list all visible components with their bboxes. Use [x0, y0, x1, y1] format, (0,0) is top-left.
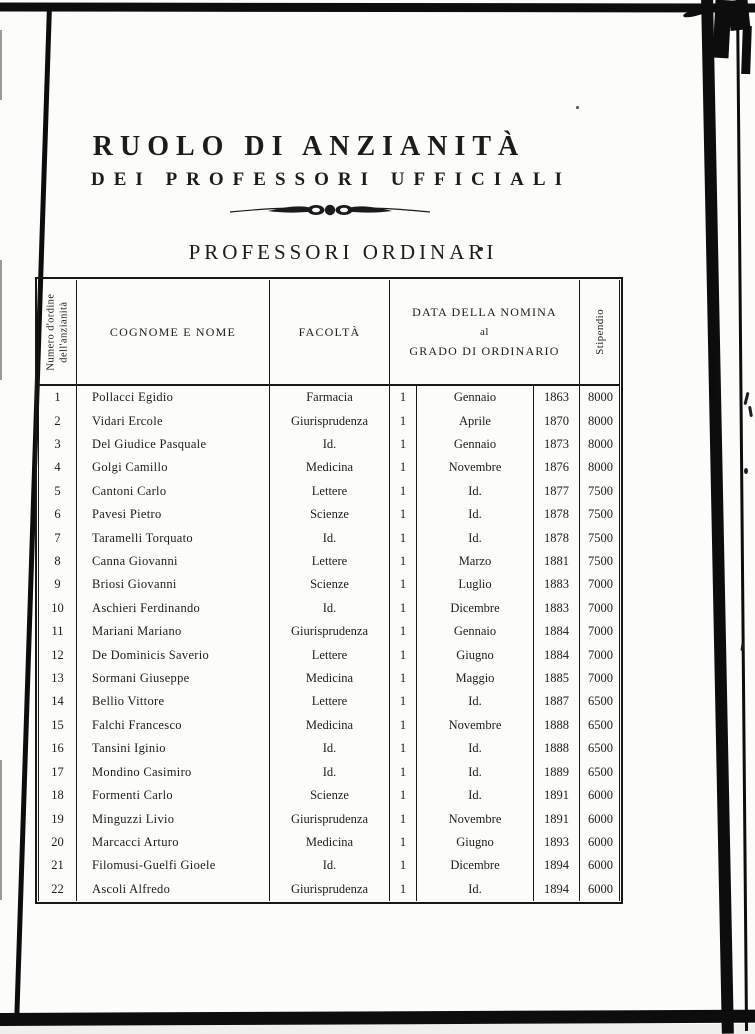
header-salary-label: Stipendio — [593, 309, 606, 355]
cell-month: Maggio — [417, 667, 534, 690]
cell-year: 1885 — [534, 667, 580, 690]
cell-name: Sormani Giuseppe — [77, 667, 270, 690]
flourish-divider-icon — [228, 199, 432, 221]
cell-name: Formenti Carlo — [77, 784, 270, 807]
cell-n: 20 — [39, 831, 77, 854]
cell-month: Id. — [417, 526, 534, 549]
cell-n: 4 — [39, 456, 77, 479]
table-row — [39, 409, 619, 432]
cell-day: 1 — [390, 433, 417, 456]
cell-salary: 8000 — [588, 437, 613, 452]
cell-year: 1888 — [534, 714, 580, 737]
cell-faculty: Farmacia — [270, 386, 390, 409]
cell-n: 6 — [39, 503, 77, 526]
cell-year: 1891 — [534, 807, 580, 830]
table-row — [39, 831, 619, 854]
cell-name: Del Giudice Pasquale — [77, 433, 270, 456]
cell-salary: 7000 — [588, 624, 613, 639]
table-row — [39, 433, 619, 456]
header-date-line1: DATA DELLA NOMINA — [412, 305, 557, 319]
cell-n: 10 — [39, 597, 77, 620]
cell-day: 1 — [390, 761, 417, 784]
cell-salary: 6500 — [588, 694, 613, 709]
cell-faculty: Medicina — [270, 831, 390, 854]
cell-name: Golgi Camillo — [77, 456, 270, 479]
cell-n: 21 — [39, 854, 77, 877]
table-row — [39, 761, 619, 784]
table-row — [39, 667, 619, 690]
cell-faculty: Giurisprudenza — [270, 807, 390, 830]
cell-year: 1887 — [534, 690, 580, 713]
cell-month: Giugno — [417, 831, 534, 854]
table-row — [39, 854, 619, 877]
cell-salary: 6000 — [588, 858, 613, 873]
cell-faculty: Medicina — [270, 714, 390, 737]
cell-name: Bellio Vittore — [77, 690, 270, 713]
cell-salary: 7000 — [588, 671, 613, 686]
table-row — [39, 386, 619, 409]
cell-salary: 6000 — [588, 834, 613, 849]
table-body — [39, 386, 619, 901]
cell-month: Novembre — [417, 807, 534, 830]
cell-name: Pavesi Pietro — [77, 503, 270, 526]
cell-name: Mondino Casimiro — [77, 761, 270, 784]
scan-edge-dash — [0, 30, 2, 100]
cell-day: 1 — [390, 667, 417, 690]
cell-day: 1 — [390, 784, 417, 807]
scan-speck — [576, 106, 579, 109]
cell-name: Vidari Ercole — [77, 409, 270, 432]
cell-year: 1863 — [534, 386, 580, 409]
cell-month: Gennaio — [417, 620, 534, 643]
cell-n: 22 — [39, 878, 77, 901]
cell-name: Filomusi-Guelfi Gioele — [77, 854, 270, 877]
cell-year: 1884 — [534, 643, 580, 666]
cell-faculty: Scienze — [270, 573, 390, 596]
cell-salary: 7500 — [588, 530, 613, 545]
cell-salary: 6000 — [588, 811, 613, 826]
cell-name: Cantoni Carlo — [77, 480, 270, 503]
cell-n: 17 — [39, 761, 77, 784]
header-date — [390, 280, 580, 384]
table-row — [39, 526, 619, 549]
cell-n: 7 — [39, 526, 77, 549]
table-row — [39, 737, 619, 760]
header-order-line2: dell'anzianità — [58, 301, 70, 363]
scan-corner-smudge — [741, 26, 752, 74]
cell-salary: 6000 — [588, 788, 613, 803]
cell-year: 1883 — [534, 573, 580, 596]
cell-faculty: Lettere — [270, 643, 390, 666]
cell-n: 19 — [39, 807, 77, 830]
cell-year: 1877 — [534, 480, 580, 503]
cell-faculty: Id. — [270, 737, 390, 760]
cell-n: 8 — [39, 550, 77, 573]
header-order-number — [39, 280, 77, 384]
cell-month: Dicembre — [417, 854, 534, 877]
table-row — [39, 643, 619, 666]
seniority-table — [35, 277, 623, 904]
cell-year: 1878 — [534, 526, 580, 549]
cell-year: 1873 — [534, 433, 580, 456]
table-row — [39, 714, 619, 737]
cell-faculty: Id. — [270, 526, 390, 549]
cell-name: Marcacci Arturo — [77, 831, 270, 854]
cell-day: 1 — [390, 807, 417, 830]
cell-name: Tansini Iginio — [77, 737, 270, 760]
cell-faculty: Scienze — [270, 784, 390, 807]
cell-day: 1 — [390, 503, 417, 526]
cell-year: 1891 — [534, 784, 580, 807]
cell-month: Id. — [417, 761, 534, 784]
cell-name: Canna Giovanni — [77, 550, 270, 573]
cell-faculty: Medicina — [270, 456, 390, 479]
cell-faculty: Id. — [270, 597, 390, 620]
cell-salary: 7500 — [588, 554, 613, 569]
cell-faculty: Id. — [270, 854, 390, 877]
header-order-line1: Numero d'ordine — [45, 293, 57, 371]
cell-month: Dicembre — [417, 597, 534, 620]
cell-name: Taramelli Torquato — [77, 526, 270, 549]
section-title: PROFESSORI ORDINARI — [188, 240, 498, 264]
cell-salary: 8000 — [588, 390, 613, 405]
cell-name: Mariani Mariano — [77, 620, 270, 643]
table-row — [39, 878, 619, 901]
header-name: COGNOME E NOME — [77, 280, 270, 384]
cell-month: Luglio — [417, 573, 534, 596]
cell-n: 9 — [39, 573, 77, 596]
header-date-line3: GRADO DI ORDINARIO — [409, 344, 560, 358]
cell-year: 1878 — [534, 503, 580, 526]
scan-speck — [744, 468, 748, 474]
cell-month: Giugno — [417, 643, 534, 666]
cell-day: 1 — [390, 526, 417, 549]
cell-n: 1 — [39, 386, 77, 409]
table-row — [39, 573, 619, 596]
cell-month: Id. — [417, 690, 534, 713]
cell-n: 18 — [39, 784, 77, 807]
cell-name: Ascoli Alfredo — [77, 878, 270, 901]
cell-day: 1 — [390, 854, 417, 877]
header-salary — [580, 280, 621, 384]
cell-n: 13 — [39, 667, 77, 690]
cell-faculty: Lettere — [270, 690, 390, 713]
cell-year: 1888 — [534, 737, 580, 760]
cell-faculty: Id. — [270, 761, 390, 784]
cell-n: 14 — [39, 690, 77, 713]
cell-day: 1 — [390, 597, 417, 620]
cell-year: 1870 — [534, 409, 580, 432]
cell-day: 1 — [390, 409, 417, 432]
cell-n: 5 — [39, 480, 77, 503]
cell-month: Id. — [417, 878, 534, 901]
cell-month: Gennaio — [417, 433, 534, 456]
table-header-row — [39, 280, 619, 386]
cell-name: Aschieri Ferdinando — [77, 597, 270, 620]
cell-n: 3 — [39, 433, 77, 456]
cell-name: Pollacci Egidio — [77, 386, 270, 409]
scan-edge-dash — [0, 260, 2, 380]
cell-salary: 6000 — [588, 881, 613, 896]
cell-year: 1884 — [534, 620, 580, 643]
cell-n: 11 — [39, 620, 77, 643]
table-row — [39, 597, 619, 620]
cell-name: Falchi Francesco — [77, 714, 270, 737]
table-row — [39, 620, 619, 643]
cell-n: 15 — [39, 714, 77, 737]
cell-month: Id. — [417, 784, 534, 807]
cell-faculty: Scienze — [270, 503, 390, 526]
table-row — [39, 807, 619, 830]
cell-faculty: Id. — [270, 433, 390, 456]
cell-year: 1894 — [534, 854, 580, 877]
cell-day: 1 — [390, 480, 417, 503]
cell-day: 1 — [390, 550, 417, 573]
cell-day: 1 — [390, 737, 417, 760]
cell-n: 12 — [39, 643, 77, 666]
cell-faculty: Giurisprudenza — [270, 620, 390, 643]
cell-year: 1889 — [534, 761, 580, 784]
table-row — [39, 550, 619, 573]
cell-faculty: Lettere — [270, 550, 390, 573]
scan-edge-top — [0, 2, 755, 12]
cell-day: 1 — [390, 878, 417, 901]
header-faculty: FACOLTÀ — [270, 280, 390, 384]
cell-salary: 7000 — [588, 647, 613, 662]
cell-n: 2 — [39, 409, 77, 432]
cell-day: 1 — [390, 643, 417, 666]
scan-edge-dash — [0, 760, 2, 900]
cell-year: 1876 — [534, 456, 580, 479]
cell-year: 1893 — [534, 831, 580, 854]
cell-day: 1 — [390, 831, 417, 854]
page-title-line2: DEI PROFESSORI UFFICIALI — [91, 169, 571, 190]
cell-day: 1 — [390, 714, 417, 737]
cell-salary: 6500 — [588, 741, 613, 756]
cell-name: De Dominicis Saverio — [77, 643, 270, 666]
cell-month: Id. — [417, 480, 534, 503]
table-row — [39, 690, 619, 713]
cell-month: Novembre — [417, 456, 534, 479]
cell-year: 1883 — [534, 597, 580, 620]
table-row — [39, 456, 619, 479]
cell-salary: 6500 — [588, 764, 613, 779]
cell-faculty: Giurisprudenza — [270, 409, 390, 432]
cell-salary: 7000 — [588, 577, 613, 592]
cell-salary: 7500 — [588, 483, 613, 498]
header-date-line2: al — [480, 326, 489, 338]
cell-day: 1 — [390, 386, 417, 409]
cell-month: Gennaio — [417, 386, 534, 409]
cell-salary: 7500 — [588, 507, 613, 522]
cell-day: 1 — [390, 620, 417, 643]
cell-day: 1 — [390, 690, 417, 713]
cell-faculty: Lettere — [270, 480, 390, 503]
cell-name: Briosi Giovanni — [77, 573, 270, 596]
cell-faculty: Giurisprudenza — [270, 878, 390, 901]
cell-month: Id. — [417, 503, 534, 526]
cell-salary: 8000 — [588, 460, 613, 475]
cell-salary: 7000 — [588, 600, 613, 615]
table-row — [39, 503, 619, 526]
cell-faculty: Medicina — [270, 667, 390, 690]
cell-day: 1 — [390, 573, 417, 596]
page-title-line1: RUOLO DI ANZIANITÀ — [92, 131, 526, 162]
cell-name: Minguzzi Livio — [77, 807, 270, 830]
cell-month: Id. — [417, 737, 534, 760]
cell-month: Aprile — [417, 409, 534, 432]
cell-month: Marzo — [417, 550, 534, 573]
table-row — [39, 480, 619, 503]
cell-year: 1881 — [534, 550, 580, 573]
cell-month: Novembre — [417, 714, 534, 737]
cell-salary: 8000 — [588, 413, 613, 428]
cell-year: 1894 — [534, 878, 580, 901]
table-row — [39, 784, 619, 807]
cell-n: 16 — [39, 737, 77, 760]
cell-day: 1 — [390, 456, 417, 479]
cell-salary: 6500 — [588, 717, 613, 732]
